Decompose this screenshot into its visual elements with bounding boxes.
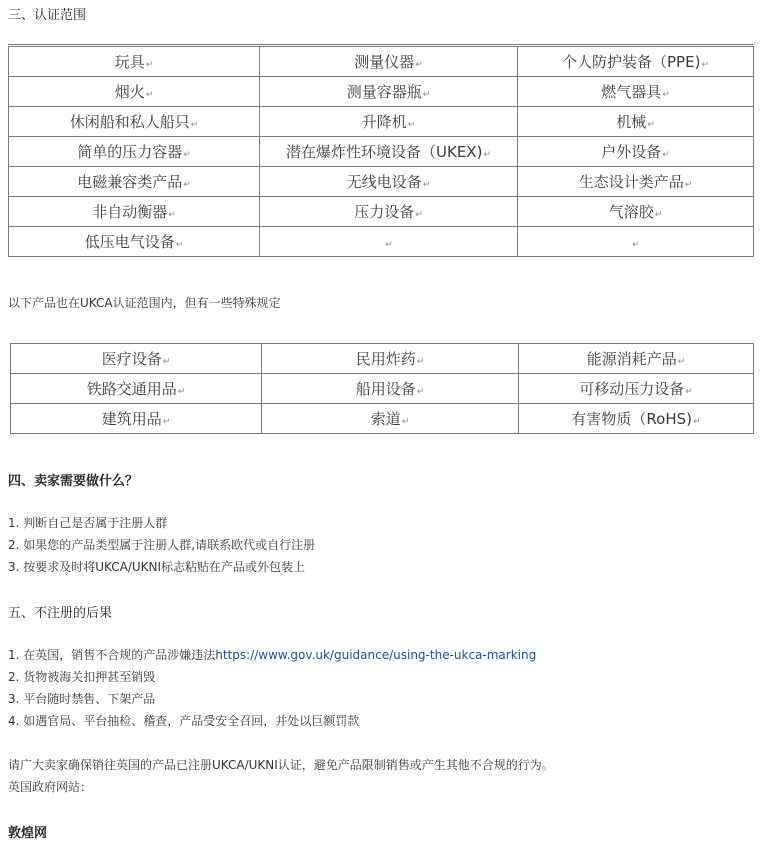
table-cell	[9, 227, 260, 257]
cell-text: 气溶胶	[608, 203, 654, 221]
cell-text: 电磁兼容类产品	[77, 173, 183, 191]
paragraph-mark-icon: ↵	[677, 357, 686, 367]
paragraph-mark-icon: ↵	[162, 417, 171, 427]
paragraph-mark-icon: ↵	[190, 120, 199, 130]
paragraph-mark-icon: ↵	[701, 60, 709, 70]
table-cell	[260, 107, 518, 137]
section-5-item-4: 4. 如遇官局、平台抽检、稽查，产品受安全召回，并处以巨额罚款	[8, 714, 360, 728]
paragraph-mark-icon: ↵	[422, 180, 431, 190]
paragraph-mark-icon: ↵	[416, 357, 425, 367]
table-cell	[519, 374, 754, 404]
section-5-heading: 五、不注册的后果	[8, 606, 113, 621]
paragraph-mark-icon: ↵	[416, 387, 425, 397]
cell-text: 有害物质（RoHS)	[571, 410, 693, 428]
table-cell	[518, 227, 754, 257]
cell-text: 可移动压力设备	[579, 380, 685, 398]
paragraph-mark-icon: ↵	[183, 180, 191, 190]
paragraph-mark-icon: ↵	[415, 210, 423, 220]
special-rules-note: 以下产品也在UKCA认证范围内，但有一些特殊规定	[8, 296, 281, 310]
cell-text: 玩具	[114, 53, 145, 71]
table-cell	[519, 344, 754, 374]
paragraph-mark-icon: ↵	[662, 90, 670, 100]
special-table-row	[11, 374, 754, 404]
table-cell	[9, 197, 260, 227]
table-top-border	[8, 44, 753, 45]
scope-table-row	[9, 227, 754, 257]
table-cell	[9, 167, 260, 197]
compliance-notice: 请广大卖家确保销往英国的产品已注册UKCA/UKNI认证，避免产品限制销售或产生其他不合规的行为。	[8, 758, 554, 772]
cell-text: 户外设备	[601, 143, 662, 161]
cell-text: 烟火	[114, 83, 145, 101]
table-cell	[11, 344, 262, 374]
table-cell	[519, 404, 754, 434]
cell-text: 非自动衡器	[92, 203, 168, 221]
cell-text: 机械	[616, 113, 647, 131]
scope-table-row	[9, 197, 754, 227]
cell-text: 能源消耗产品	[586, 350, 677, 368]
paragraph-mark-icon: ↵	[183, 150, 191, 160]
special-table-row	[11, 344, 754, 374]
table-cell	[518, 47, 754, 77]
cell-text: 索道	[370, 410, 401, 428]
table-cell	[518, 77, 754, 107]
scope-table	[8, 46, 754, 257]
table-cell	[260, 77, 518, 107]
paragraph-mark-icon: ↵	[407, 120, 416, 130]
table-cell	[262, 404, 519, 434]
cell-text: 休闲船和私人船只	[69, 113, 190, 131]
scope-table-row	[9, 47, 754, 77]
ukca-guidance-link[interactable]: https://www.gov.uk/guidance/using-the-ukca-marking	[215, 648, 537, 662]
table-cell	[518, 107, 754, 137]
section-5-item-1	[8, 646, 536, 663]
section-5-item-1-text: 1. 在英国，销售不合规的产品涉嫌违法	[8, 648, 216, 662]
paragraph-mark-icon: ↵	[693, 417, 701, 427]
paragraph-mark-icon: ↵	[168, 210, 176, 220]
special-table-row	[11, 404, 754, 434]
table-cell	[9, 47, 260, 77]
section-5-item-2: 2. 货物被海关扣押甚至销毁	[8, 670, 156, 684]
cell-text: 船用设备	[355, 380, 416, 398]
scope-table-row	[9, 107, 754, 137]
table-cell	[262, 374, 519, 404]
scope-table-row	[9, 137, 754, 167]
cell-text: 测量仪器	[354, 53, 415, 71]
table-cell	[262, 344, 519, 374]
paragraph-mark-icon: ↵	[483, 150, 491, 160]
cell-text: 压力设备	[354, 203, 415, 221]
special-scope-table	[10, 343, 754, 434]
brand-name: 敦煌网	[8, 826, 48, 841]
scope-table-row	[9, 167, 754, 197]
paragraph-mark-icon: ↵	[385, 239, 393, 250]
paragraph-mark-icon: ↵	[422, 90, 431, 100]
paragraph-mark-icon: ↵	[145, 60, 154, 70]
paragraph-mark-icon: ↵	[632, 239, 640, 250]
cell-text: 升降机	[361, 113, 407, 131]
table-cell	[518, 167, 754, 197]
paragraph-mark-icon: ↵	[415, 60, 423, 70]
table-cell	[11, 404, 262, 434]
paragraph-mark-icon: ↵	[654, 210, 663, 220]
cell-text: 无线电设备	[346, 173, 422, 191]
table-cell	[9, 107, 260, 137]
paragraph-mark-icon: ↵	[177, 387, 186, 397]
table-cell	[260, 167, 518, 197]
paragraph-mark-icon: ↵	[162, 357, 171, 367]
cell-text: 燃气器具	[601, 83, 662, 101]
cell-text: 建筑用品	[101, 410, 162, 428]
paragraph-mark-icon: ↵	[662, 150, 670, 160]
section-5-item-3: 3. 平台随时禁售、下架产品	[8, 692, 156, 706]
table-cell	[260, 47, 518, 77]
table-cell	[260, 197, 518, 227]
cell-text: 个人防护装备（PPE)	[562, 53, 701, 71]
scope-table-row	[9, 77, 754, 107]
cell-text: 低压电气设备	[84, 233, 175, 251]
section-4-item-1: 1. 判断自己是否属于注册人群	[8, 516, 168, 530]
section-3-heading: 三、认证范围	[8, 8, 87, 23]
cell-text: 民用炸药	[355, 350, 416, 368]
cell-text: 铁路交通用品	[86, 380, 177, 398]
table-cell	[518, 137, 754, 167]
section-4-heading: 四、卖家需要做什么？	[8, 474, 139, 489]
paragraph-mark-icon: ↵	[647, 120, 655, 130]
paragraph-mark-icon: ↵	[175, 240, 184, 250]
cell-text: 测量容器瓶	[346, 83, 422, 101]
cell-text: 生态设计类产品	[578, 173, 684, 191]
cell-text: 简单的压力容器	[77, 143, 183, 161]
gov-website-label: 英国政府网站：	[8, 780, 93, 794]
table-cell	[11, 374, 262, 404]
table-cell	[518, 197, 754, 227]
paragraph-mark-icon: ↵	[685, 387, 693, 397]
table-cell	[260, 137, 518, 167]
section-4-item-2: 2. 如果您的产品类型属于注册人群,请联系欧代或自行注册	[8, 538, 316, 552]
cell-text: 医疗设备	[101, 350, 162, 368]
table-cell	[9, 137, 260, 167]
table-cell	[260, 227, 518, 257]
paragraph-mark-icon: ↵	[145, 90, 154, 100]
section-4-item-3: 3. 按要求及时将UKCA/UKNI标志粘贴在产品或外包装上	[8, 560, 306, 574]
paragraph-mark-icon: ↵	[401, 417, 410, 427]
table-cell	[9, 77, 260, 107]
paragraph-mark-icon: ↵	[684, 180, 693, 190]
cell-text: 潜在爆炸性环境设备（UKEX)	[286, 143, 483, 161]
